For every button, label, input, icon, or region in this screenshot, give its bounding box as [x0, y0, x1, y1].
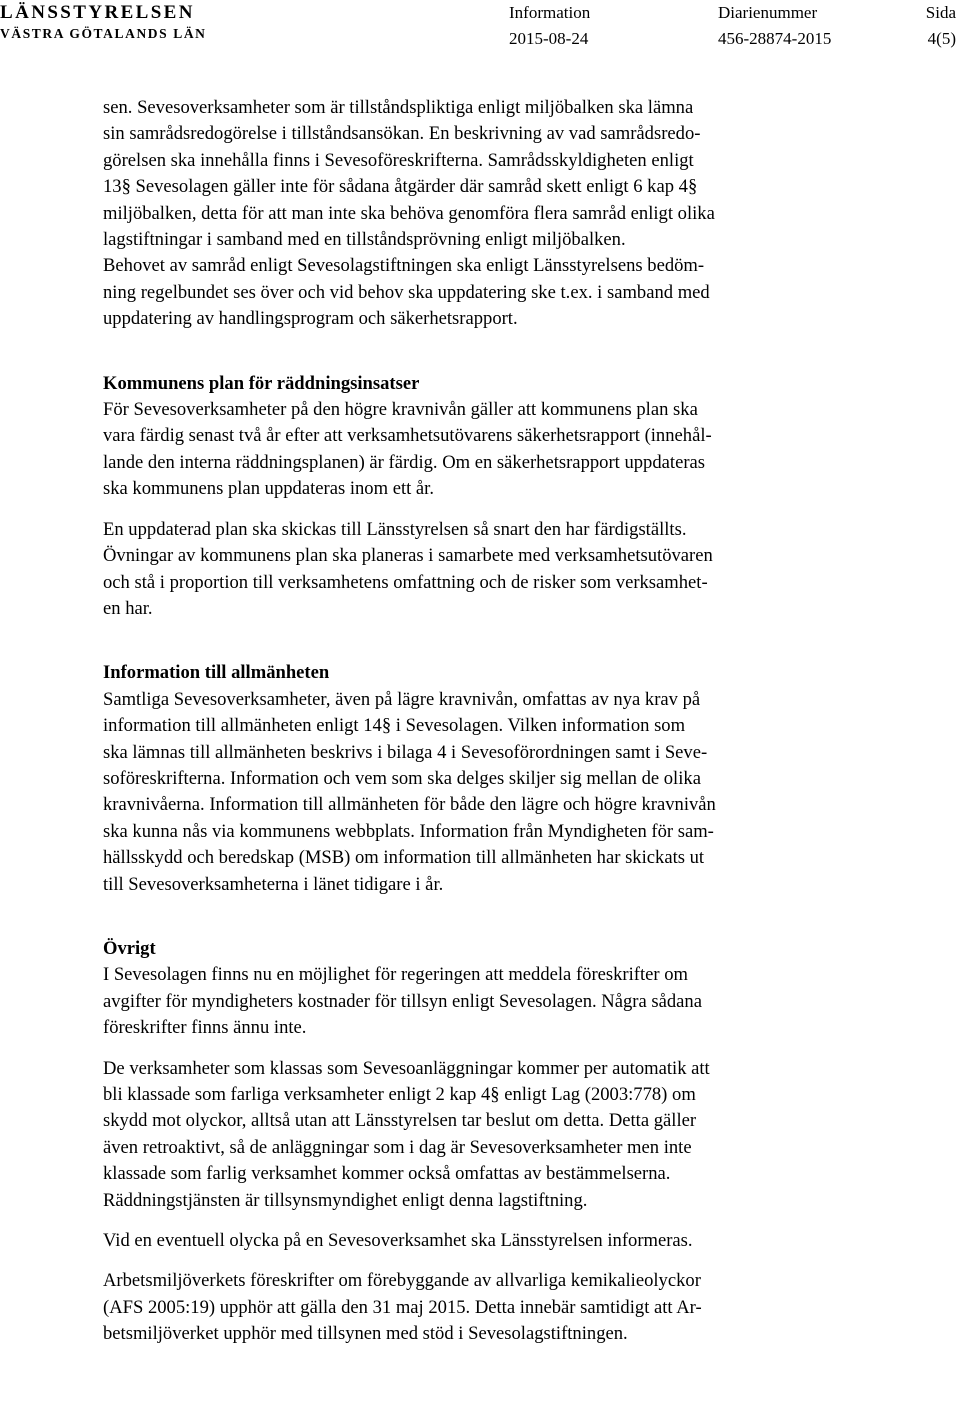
text-line: De verksamheter som klassas som Sevesoanläggningar kommer per automatik att: [103, 1057, 710, 1079]
logo-name: LÄNSSTYRELSEN: [0, 2, 195, 23]
document-body: [103, 95, 873, 1348]
text-line: görelsen ska innehålla finns i Sevesoföreskrifterna. Samrådsskyldigheten enligt: [103, 149, 694, 171]
text-line: ska kommunens plan uppdateras inom ett år.: [103, 478, 435, 500]
text-line: lagstiftningar i samband med en tillståndsprövning enligt miljöbalken.: [103, 229, 626, 251]
text-line: För Sevesoverksamheter på den högre kravnivån gäller att kommunens plan ska: [103, 399, 698, 421]
text-line: kravnivåerna. Information till allmänheten för både den lägre och högre kravnivån: [103, 794, 716, 816]
diarie-label: Diarienummer: [718, 3, 818, 22]
section3-paragraph-4: [103, 1268, 873, 1347]
text-line: (AFS 2005:19) upphör att gälla den 31 maj 2015. Detta innebär samtidigt att Ar-: [103, 1296, 702, 1318]
text-line: ska lämnas till allmänheten beskrivs i bilaga 4 i Sevesoförordningen samt i Seve-: [103, 741, 708, 763]
text-line: soföreskrifterna. Information och vem som ska delges skiljer sig mellan de olika: [103, 767, 701, 789]
text-line: och stå i proportion till verksamhetens omfattning och de risker som verksamhet-: [103, 571, 708, 593]
logo-region: VÄSTRA GÖTALANDS LÄN: [0, 26, 207, 41]
text-line: bli klassade som farliga verksamheter enligt 2 kap 4§ enligt Lag (2003:778) om: [103, 1084, 696, 1105]
text-line: Räddningstjänsten är tillsynsmyndighet enligt denna lagstiftning.: [103, 1189, 588, 1211]
text-line: ning regelbundet ses över och vid behov ska uppdatering ske t.ex. i samband med: [103, 281, 710, 303]
intro-paragraph: [103, 95, 873, 333]
section3-paragraph-3: [103, 1228, 873, 1254]
header-page: [926, 0, 956, 52]
text-line: skydd mot olyckor, alltså utan att Länsstyrelsen tar beslut om detta. Detta gäller: [103, 1110, 697, 1132]
text-line: Vid en eventuell olycka på en Sevesoverksamhet ska Länsstyrelsen informeras.: [103, 1230, 693, 1252]
section-heading-raddningsinsatser: Kommunens plan för räddningsinsatser: [103, 372, 420, 394]
section3-paragraph-1: [103, 962, 873, 1041]
text-line: 13§ Sevesolagen gäller inte för sådana åtgärder där samråd skett enligt 6 kap 4§: [103, 176, 698, 198]
text-line: En uppdaterad plan ska skickas till Länsstyrelsen så snart den har färdigställts.: [103, 518, 687, 540]
page-number: 4(5): [927, 29, 956, 48]
section-heading-ovrigt: Övrigt: [103, 937, 156, 959]
text-line: I Sevesolagen finns nu en möjlighet för regeringen att meddela föreskrifter om: [103, 964, 688, 986]
text-line: hällsskydd och beredskap (MSB) om information till allmänheten har skickats ut: [103, 847, 705, 869]
section1-paragraph-2: [103, 517, 873, 623]
text-line: Övningar av kommunens plan ska planeras i samarbete med verksamhetsutövaren: [103, 545, 713, 567]
text-line: information till allmänheten enligt 14§ i Sevesolagen. Vilken information som: [103, 715, 686, 737]
text-line: en har.: [103, 597, 153, 619]
info-label: Information: [509, 3, 591, 22]
text-line: avgifter för myndigheters kostnader för tillsyn enligt Sevesolagen. Några sådana: [103, 990, 702, 1012]
header-diarienummer: [718, 0, 831, 52]
header-information: [509, 0, 590, 52]
text-line: sen. Sevesoverksamheter som är tillståndspliktiga enligt miljöbalken ska lämna: [103, 97, 694, 118]
section2-paragraph-1: [103, 687, 873, 898]
text-line: betsmiljöverket upphör med tillsynen med stöd i Sevesolagstiftningen.: [103, 1323, 628, 1345]
text-line: klassade som farlig verksamhet kommer också omfattas av bestämmelserna.: [103, 1163, 671, 1185]
text-line: ska kunna nås via kommunens webbplats. Information från Myndigheten för sam-: [103, 820, 714, 842]
text-line: sin samrådsredogörelse i tillståndsansökan. En beskrivning av vad samrådsredo-: [103, 123, 701, 145]
text-line: Samtliga Sevesoverksamheter, även på lägre kravnivån, omfattas av nya krav på: [103, 688, 701, 710]
text-line: Behovet av samråd enligt Sevesolagstiftningen ska enligt Länsstyrelsens bedöm-: [103, 255, 705, 277]
diarie-number: 456-28874-2015: [718, 29, 832, 48]
agency-logo: [0, 2, 207, 44]
text-line: vara färdig senast två år efter att verksamhetsutövarens säkerhetsrapport (innehål-: [103, 425, 712, 447]
text-line: Arbetsmiljöverkets föreskrifter om förebyggande av allvarliga kemikalieolyckor: [103, 1270, 701, 1292]
section1-paragraph-1: [103, 397, 873, 503]
section-heading-information: Information till allmänheten: [103, 662, 330, 684]
text-line: även retroaktivt, så de anläggningar som i dag är Sevesoverksamheter men inte: [103, 1136, 692, 1158]
text-line: uppdatering av handlingsprogram och säkerhetsrapport.: [103, 308, 518, 330]
section3-paragraph-2: [103, 1056, 873, 1214]
text-line: till Sevesoverksamheterna i länet tidigare i år.: [103, 873, 444, 895]
text-line: föreskrifter finns ännu inte.: [103, 1017, 307, 1039]
info-date: 2015-08-24: [509, 29, 589, 48]
page-label: Sida: [925, 3, 956, 22]
text-line: lande den interna räddningsplanen) är färdig. Om en säkerhetsrapport uppdateras: [103, 451, 705, 473]
text-line: miljöbalken, detta för att man inte ska behöva genomföra flera samråd enligt olika: [103, 202, 715, 224]
